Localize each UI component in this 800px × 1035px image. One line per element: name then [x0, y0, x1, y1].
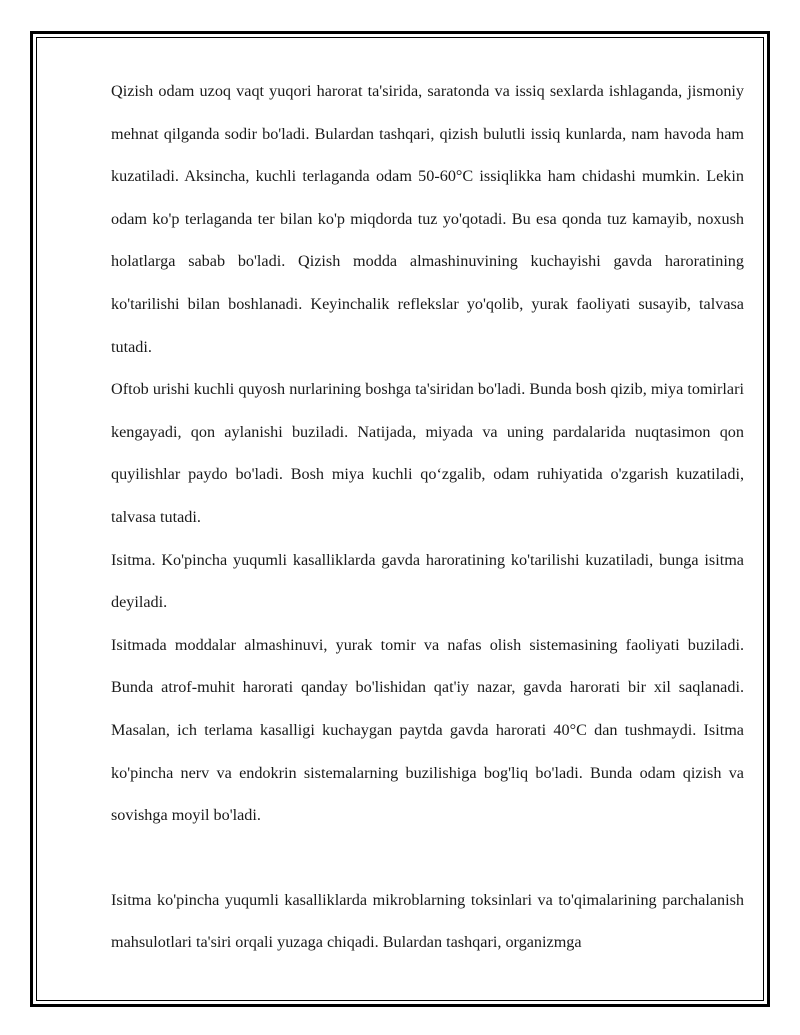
paragraph-sunstroke: Oftob urishi kuchli quyosh nurlarining boshga ta'siridan bo'ladi. Bunda bosh qizib, miya tomirlari kengayadi, qon aylanishi buziladi. Natijada, miyada va uning pardalarida nuqtasimon qon quyilishlar paydo bo'ladi. Bosh miya kuchli qo‘zgalib, odam ruhiyatida o'zgarish kuzatiladi, talvasa tutadi.	[111, 380, 744, 526]
paragraph-spacer	[111, 837, 744, 879]
document-body	[111, 70, 744, 964]
paragraph-fever-causes: Isitma ko'pincha yuqumli kasalliklarda mikroblarning toksinlari va to'qimalarining parchalanish mahsulotlari ta'siri orqali yuzaga chiqadi. Bulardan tashqari, organizmga	[111, 890, 744, 952]
paragraph-overheating: Qizish odam uzoq vaqt yuqori harorat ta'sirida, saratonda va issiq sexlarda ishlaganda, jismoniy mehnat qilganda sodir bo'ladi. Bulardan tashqari, qizish bulutli issiq kunlarda, nam havoda ham kuzatiladi. Aksincha, kuchli terlaganda odam 50-60°C issiqlikka ham chidashi mumkin. Lekin odam ko'p terlaganda ter bilan ko'p miqdorda tuz yo'qotadi. Bu esa qonda tuz kamayib, noxush holatlarga sabab bo'ladi. Qizish modda almashinuvining kuchayishi gavda haroratining ko'tarilishi bilan boshlanadi. Keyinchalik reflekslar yo'qolib, yurak faoliyati susayib, talvasa tutadi.	[111, 82, 744, 356]
paragraph-fever-effects: Isitmada moddalar almashinuvi, yurak tomir va nafas olish sistemasining faoliyati buziladi. Bunda atrof-muhit harorati qanday bo'lishidan qat'iy nazar, gavda harorati bir xil saqlanadi. Masalan, ich terlama kasalligi kuchaygan paytda gavda harorati 40°C dan tushmaydi. Isitma ko'pincha nerv va endokrin sistemalarning buzilishiga bog'liq bo'ladi. Bunda odam qizish va sovishga moyil bo'ladi.	[111, 635, 744, 825]
paragraph-fever-definition: Isitma. Ko'pincha yuqumli kasalliklarda gavda haroratining ko'tarilishi kuzatiladi, bunga isitma deyiladi.	[111, 550, 744, 612]
